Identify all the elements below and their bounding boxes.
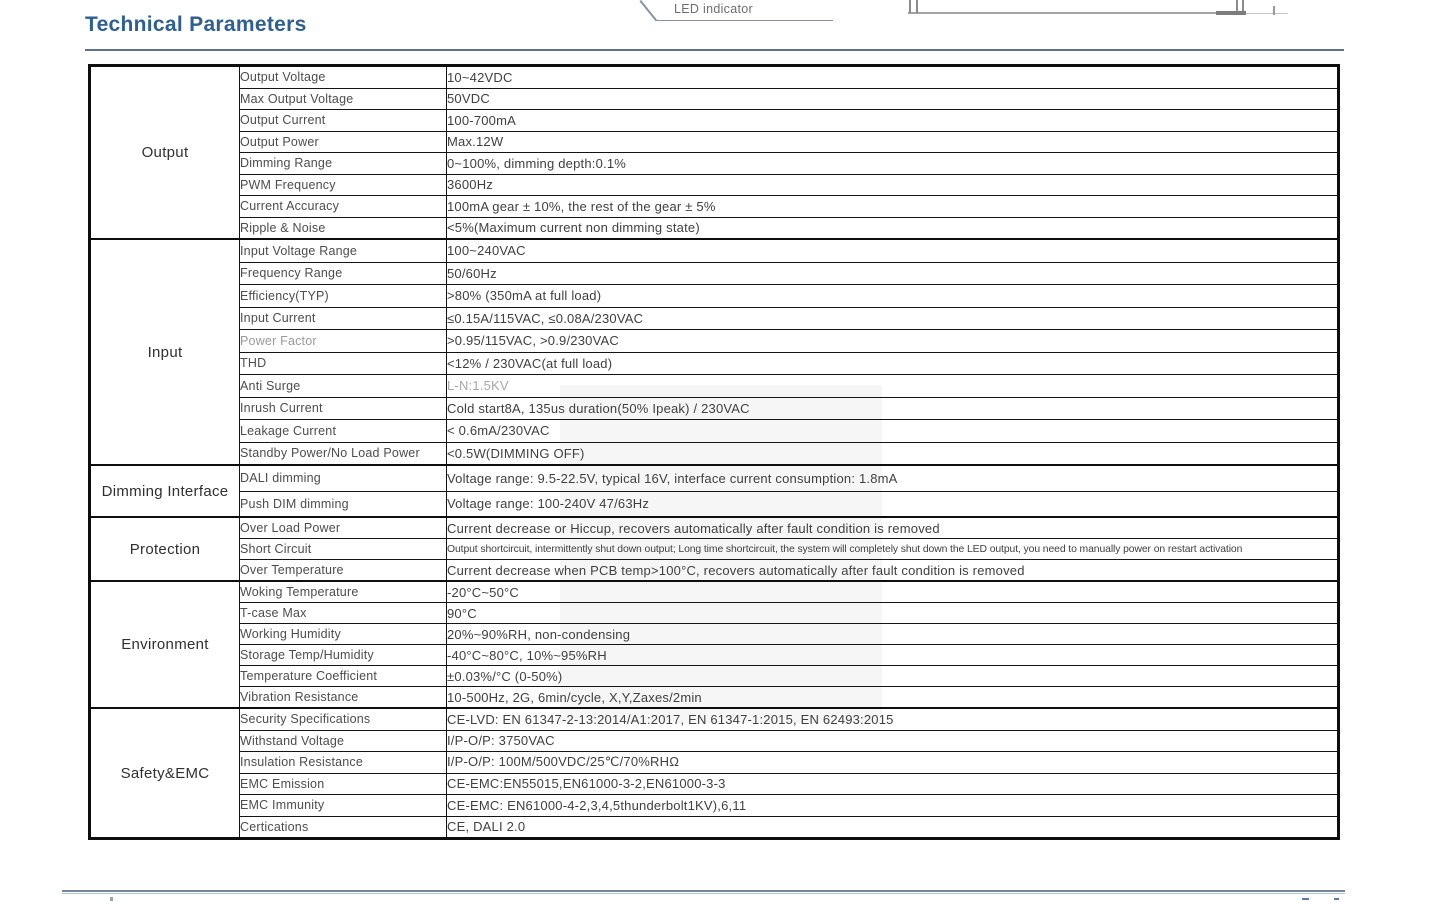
value-cell: <0.5W(DIMMING OFF) (447, 442, 1339, 465)
parameter-cell: EMC Immunity (240, 795, 447, 817)
parameter-cell: Inrush Current (240, 397, 447, 420)
table-row (90, 465, 1339, 491)
parameter-cell: Storage Temp/Humidity (240, 645, 447, 666)
table-row (90, 285, 1339, 308)
table-row (90, 795, 1339, 817)
value-cell: I/P-O/P: 100M/500VDC/25℃/70%RHΩ (447, 752, 1339, 774)
table-row (90, 66, 1339, 89)
category-cell: Safety&EMC (90, 708, 240, 839)
table-row (90, 217, 1339, 239)
technical-parameters-table (88, 64, 1340, 840)
value-cell: 50VDC (447, 88, 1339, 110)
table-row (90, 262, 1339, 285)
table-row (90, 560, 1339, 582)
parameter-cell: Working Humidity (240, 624, 447, 645)
parameter-cell: Current Accuracy (240, 196, 447, 218)
value-cell: >80% (350mA at full load) (447, 285, 1339, 308)
value-cell: ≤0.15A/115VAC, ≤0.08A/230VAC (447, 307, 1339, 330)
table-row (90, 687, 1339, 709)
value-cell: Cold start8A, 135us duration(50% Ipeak) / 230VAC (447, 397, 1339, 420)
parameter-cell: Power Factor (240, 330, 447, 353)
category-cell: Dimming Interface (90, 465, 240, 517)
parameter-cell: Anti Surge (240, 375, 447, 398)
parameter-cell: Ripple & Noise (240, 217, 447, 239)
value-cell: Current decrease when PCB temp>100°C, recovers automatically after fault condition is removed (447, 560, 1339, 582)
table-row (90, 517, 1339, 539)
value-cell: 0~100%, dimming depth:0.1% (447, 153, 1339, 175)
table-row (90, 603, 1339, 624)
parameter-cell: DALI dimming (240, 465, 447, 491)
parameter-cell: Certications (240, 816, 447, 839)
value-cell: CE-EMC: EN61000-4-2,3,4,5thunderbolt1KV),6,11 (447, 795, 1339, 817)
category-cell: Protection (90, 517, 240, 581)
parameter-cell: Over Load Power (240, 517, 447, 539)
table-row (90, 730, 1339, 752)
parameter-cell: THD (240, 352, 447, 375)
parameter-cell: Woking Temperature (240, 581, 447, 603)
value-cell: 10-500Hz, 2G, 6min/cycle, X,Y,Zaxes/2min (447, 687, 1339, 709)
value-cell: <12% / 230VAC(at full load) (447, 352, 1339, 375)
parameter-cell: Withstand Voltage (240, 730, 447, 752)
table-row (90, 307, 1339, 330)
parameter-cell: Output Current (240, 110, 447, 132)
table-row (90, 375, 1339, 398)
parameter-cell: Frequency Range (240, 262, 447, 285)
device-edge-tick (909, 0, 911, 13)
table-row (90, 330, 1339, 353)
table-row (90, 110, 1339, 132)
parameter-cell: PWM Frequency (240, 174, 447, 196)
parameter-cell: Short Circuit (240, 539, 447, 560)
device-edge-tick (1273, 6, 1275, 15)
parameter-cell: Temperature Coefficient (240, 666, 447, 687)
footer-mark (1302, 898, 1309, 901)
value-cell: L-N:1.5KV (447, 375, 1339, 398)
value-cell: 20%~90%RH, non-condensing (447, 624, 1339, 645)
table-row (90, 352, 1339, 375)
value-cell: 100-700mA (447, 110, 1339, 132)
table-row (90, 491, 1339, 517)
value-cell: -40°C~80°C, 10%~95%RH (447, 645, 1339, 666)
value-cell: 50/60Hz (447, 262, 1339, 285)
value-cell: Output shortcircuit, intermittently shut down output; Long time shortcircuit, the system will completely shut down the LED output, you need to manually power on restart activation (447, 539, 1339, 560)
table-row (90, 420, 1339, 443)
value-cell: CE, DALI 2.0 (447, 816, 1339, 839)
value-cell: CE-LVD: EN 61347-2-13:2014/A1:2017, EN 61347-1:2015, EN 62493:2015 (447, 708, 1339, 730)
parameter-cell: Output Power (240, 131, 447, 153)
page-title: Technical Parameters (85, 13, 307, 36)
value-cell: <5%(Maximum current non dimming state) (447, 217, 1339, 239)
value-cell: < 0.6mA/230VAC (447, 420, 1339, 443)
table-row (90, 397, 1339, 420)
value-cell: 10~42VDC (447, 66, 1339, 89)
value-cell: Max.12W (447, 131, 1339, 153)
footer-mark (110, 897, 113, 901)
device-edge-tick (916, 0, 918, 13)
callout-underline (657, 20, 833, 22)
table-row (90, 442, 1339, 465)
parameter-cell: Input Current (240, 307, 447, 330)
table-row (90, 174, 1339, 196)
device-bottom-edge-line (908, 12, 1246, 14)
value-cell: ±0.03%/°C (0-50%) (447, 666, 1339, 687)
parameter-cell: Standby Power/No Load Power (240, 442, 447, 465)
value-cell: 3600Hz (447, 174, 1339, 196)
footer-rule (62, 890, 1345, 894)
category-cell: Input (90, 239, 240, 465)
parameter-cell: Security Specifications (240, 708, 447, 730)
callout-label: LED indicator (674, 2, 753, 16)
category-cell: Environment (90, 581, 240, 708)
value-cell: -20°C~50°C (447, 581, 1339, 603)
parameter-cell: Vibration Resistance (240, 687, 447, 709)
table-row (90, 708, 1339, 730)
category-cell: Output (90, 66, 240, 240)
table-row (90, 773, 1339, 795)
table-row (90, 645, 1339, 666)
parameter-cell: EMC Emission (240, 773, 447, 795)
title-underline-rule (85, 49, 1344, 51)
parameter-cell: Input Voltage Range (240, 239, 447, 262)
parameter-cell: T-case Max (240, 603, 447, 624)
table-row (90, 666, 1339, 687)
parameter-cell: Efficiency(TYP) (240, 285, 447, 308)
value-cell: 100~240VAC (447, 239, 1339, 262)
parameter-cell: Max Output Voltage (240, 88, 447, 110)
value-cell: >0.95/115VAC, >0.9/230VAC (447, 330, 1339, 353)
table-row (90, 624, 1339, 645)
value-cell: CE-EMC:EN55015,EN61000-3-2,EN61000-3-3 (447, 773, 1339, 795)
parameter-cell: Dimming Range (240, 153, 447, 175)
parameter-cell: Over Temperature (240, 560, 447, 582)
table-row (90, 131, 1339, 153)
value-cell: I/P-O/P: 3750VAC (447, 730, 1339, 752)
table-body (90, 66, 1339, 839)
value-cell: 90°C (447, 603, 1339, 624)
device-edge-line-light (1246, 13, 1288, 15)
value-cell: Voltage range: 9.5-22.5V, typical 16V, interface current consumption: 1.8mA (447, 465, 1339, 491)
table-row (90, 196, 1339, 218)
value-cell: Voltage range: 100-240V 47/63Hz (447, 491, 1339, 517)
table-row (90, 239, 1339, 262)
table-row (90, 88, 1339, 110)
table-row (90, 816, 1339, 839)
table-row (90, 539, 1339, 560)
parameter-cell: Output Voltage (240, 66, 447, 89)
callout-leader-line (640, 0, 658, 21)
table-row (90, 153, 1339, 175)
parameter-cell: Leakage Current (240, 420, 447, 443)
table-row (90, 581, 1339, 603)
value-cell: Current decrease or Hiccup, recovers automatically after fault condition is removed (447, 517, 1339, 539)
footer-mark (1334, 898, 1339, 901)
table-row (90, 752, 1339, 774)
device-edge-segment (1216, 11, 1246, 15)
parameter-cell: Push DIM dimming (240, 491, 447, 517)
value-cell: 100mA gear ± 10%, the rest of the gear ± 5% (447, 196, 1339, 218)
parameter-cell: Insulation Resistance (240, 752, 447, 774)
